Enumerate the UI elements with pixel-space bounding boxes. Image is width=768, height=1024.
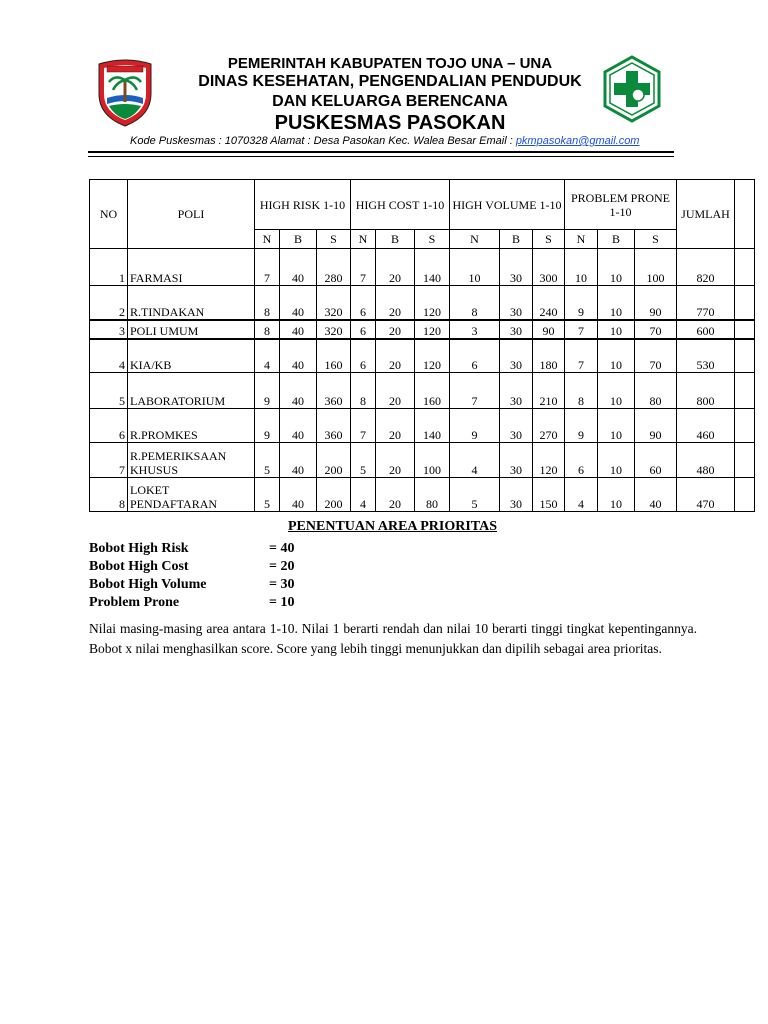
cell-high-cost-b: 20: [376, 409, 415, 443]
cell-jumlah: 480: [677, 443, 735, 478]
cell-high-volume-b: 30: [500, 478, 533, 512]
cell-problem-prone-n: 9: [565, 409, 598, 443]
cell-row-number: 7: [90, 443, 128, 478]
cell-problem-prone-s: 60: [635, 443, 677, 478]
cell-problem-prone-s: 90: [635, 286, 677, 320]
cell-high-volume-s: 240: [533, 286, 565, 320]
cell-clipped: [735, 409, 755, 443]
cell-high-risk-n: 7: [255, 249, 280, 286]
cell-high-risk-n: 9: [255, 409, 280, 443]
cell-high-risk-s: 360: [317, 373, 351, 409]
cell-row-number: 1: [90, 249, 128, 286]
cell-high-risk-b: 40: [280, 373, 317, 409]
cell-problem-prone-s: 90: [635, 409, 677, 443]
cell-poli-name: R.PROMKES: [128, 409, 255, 443]
cell-poli-name: R.PEMERIKSAAN KHUSUS: [128, 443, 255, 478]
cell-high-volume-b: 30: [500, 409, 533, 443]
regency-emblem-icon: [95, 58, 155, 128]
cell-high-volume-s: 270: [533, 409, 565, 443]
sub-header-n: N: [450, 230, 500, 249]
cell-high-cost-n: 5: [351, 443, 376, 478]
cell-problem-prone-b: 10: [598, 373, 635, 409]
cell-high-volume-n: 10: [450, 249, 500, 286]
cell-jumlah: 470: [677, 478, 735, 512]
cell-problem-prone-s: 70: [635, 320, 677, 339]
cell-problem-prone-b: 10: [598, 286, 635, 320]
weight-label: Bobot High Volume: [89, 577, 207, 592]
table-row: [90, 286, 755, 320]
cell-high-cost-b: 20: [376, 320, 415, 339]
cell-high-risk-b: 40: [280, 249, 317, 286]
cell-clipped: [735, 249, 755, 286]
table-row: [90, 320, 755, 339]
cell-poli-name: POLI UMUM: [128, 320, 255, 339]
cell-problem-prone-s: 80: [635, 373, 677, 409]
table-row: [90, 373, 755, 409]
sub-header-s: S: [317, 230, 351, 249]
cell-problem-prone-n: 7: [565, 320, 598, 339]
sub-header-b: B: [598, 230, 635, 249]
cell-jumlah: 820: [677, 249, 735, 286]
header-divider-thin: [88, 156, 674, 157]
cell-row-number: 3: [90, 320, 128, 339]
priority-section-title: PENENTUAN AREA PRIORITAS: [288, 519, 497, 534]
cell-high-cost-s: 140: [415, 249, 450, 286]
cell-clipped: [735, 373, 755, 409]
email-link[interactable]: pkmpasokan@gmail.com: [515, 135, 640, 147]
cell-clipped: [735, 286, 755, 320]
sub-header-s: S: [533, 230, 565, 249]
cell-problem-prone-b: 10: [598, 478, 635, 512]
header-line-2: DINAS KESEHATAN, PENGENDALIAN PENDUDUK: [198, 73, 582, 90]
cell-problem-prone-s: 100: [635, 249, 677, 286]
cell-high-risk-s: 200: [317, 443, 351, 478]
cell-high-volume-b: 30: [500, 443, 533, 478]
contact-info-text: Kode Puskesmas : 1070328 Alamat : Desa Pasokan Kec. Walea Besar Email :: [130, 135, 516, 147]
col-header-poli: POLI: [128, 180, 255, 249]
cell-high-volume-b: 30: [500, 249, 533, 286]
group-header-high-volume: HIGH VOLUME 1-10: [450, 180, 565, 230]
cell-row-number: 5: [90, 373, 128, 409]
cell-row-number: 6: [90, 409, 128, 443]
cell-high-cost-n: 4: [351, 478, 376, 512]
cell-problem-prone-b: 10: [598, 409, 635, 443]
group-header-high-cost: HIGH COST 1-10: [351, 180, 450, 230]
weight-row: [89, 577, 389, 595]
weight-value: = 40: [269, 541, 295, 556]
cell-high-cost-n: 6: [351, 339, 376, 373]
weight-row: [89, 559, 389, 577]
cell-high-volume-s: 90: [533, 320, 565, 339]
sub-header-n: N: [255, 230, 280, 249]
col-header-jumlah: JUMLAH: [677, 180, 735, 249]
weight-value: = 30: [269, 577, 295, 592]
cell-high-risk-s: 360: [317, 409, 351, 443]
col-header-clipped: [735, 180, 755, 249]
cell-problem-prone-b: 10: [598, 339, 635, 373]
cell-high-volume-n: 5: [450, 478, 500, 512]
cell-high-cost-n: 6: [351, 320, 376, 339]
cell-jumlah: 600: [677, 320, 735, 339]
col-header-no: NO: [90, 180, 128, 249]
cell-high-cost-n: 6: [351, 286, 376, 320]
cell-high-cost-b: 20: [376, 443, 415, 478]
cell-problem-prone-n: 9: [565, 286, 598, 320]
cell-high-cost-s: 120: [415, 320, 450, 339]
cell-high-risk-s: 200: [317, 478, 351, 512]
cell-high-volume-s: 150: [533, 478, 565, 512]
weight-label: Problem Prone: [89, 595, 180, 610]
cell-high-cost-s: 160: [415, 373, 450, 409]
cell-problem-prone-s: 40: [635, 478, 677, 512]
cell-high-cost-b: 20: [376, 286, 415, 320]
sub-header-s: S: [635, 230, 677, 249]
cell-high-risk-b: 40: [280, 409, 317, 443]
institution-name: PUSKESMAS PASOKAN: [274, 112, 506, 134]
cell-clipped: [735, 339, 755, 373]
cell-row-number: 8: [90, 478, 128, 512]
cell-jumlah: 800: [677, 373, 735, 409]
cell-high-risk-n: 8: [255, 286, 280, 320]
group-header-high-risk: HIGH RISK 1-10: [255, 180, 351, 230]
cell-high-risk-n: 4: [255, 339, 280, 373]
cell-high-risk-b: 40: [280, 443, 317, 478]
cell-high-volume-b: 30: [500, 286, 533, 320]
cell-poli-name: LOKET PENDAFTARAN: [128, 478, 255, 512]
table-row: [90, 409, 755, 443]
cell-high-cost-s: 140: [415, 409, 450, 443]
cell-row-number: 2: [90, 286, 128, 320]
cell-high-volume-n: 4: [450, 443, 500, 478]
cell-high-risk-s: 160: [317, 339, 351, 373]
cell-high-cost-n: 7: [351, 249, 376, 286]
cell-jumlah: 460: [677, 409, 735, 443]
weight-row: [89, 595, 389, 613]
weights-list: [89, 541, 389, 613]
cell-problem-prone-s: 70: [635, 339, 677, 373]
cell-high-risk-s: 320: [317, 320, 351, 339]
cell-clipped: [735, 478, 755, 512]
cell-poli-name: LABORATORIUM: [128, 373, 255, 409]
cell-high-volume-n: 8: [450, 286, 500, 320]
cell-high-volume-n: 7: [450, 373, 500, 409]
cell-high-cost-n: 7: [351, 409, 376, 443]
cell-clipped: [735, 320, 755, 339]
table-row: [90, 443, 755, 478]
cell-high-volume-n: 6: [450, 339, 500, 373]
cell-high-volume-s: 210: [533, 373, 565, 409]
cell-high-volume-b: 30: [500, 320, 533, 339]
weight-value: = 10: [269, 595, 295, 610]
cell-high-volume-n: 3: [450, 320, 500, 339]
cell-high-risk-b: 40: [280, 339, 317, 373]
cell-high-volume-b: 30: [500, 339, 533, 373]
cell-high-cost-s: 100: [415, 443, 450, 478]
cell-problem-prone-n: 4: [565, 478, 598, 512]
header-line-3: DAN KELUARGA BERENCANA: [272, 93, 508, 110]
cell-high-cost-n: 8: [351, 373, 376, 409]
contact-info: [130, 135, 639, 147]
sub-header-s: S: [415, 230, 450, 249]
cell-high-volume-b: 30: [500, 373, 533, 409]
cell-high-cost-b: 20: [376, 478, 415, 512]
header-line-1: PEMERINTAH KABUPATEN TOJO UNA – UNA: [227, 55, 553, 72]
weight-value: = 20: [269, 559, 295, 574]
group-header-problem-prone: PROBLEM PRONE 1-10: [565, 180, 677, 230]
cell-high-risk-s: 280: [317, 249, 351, 286]
sub-header-b: B: [280, 230, 317, 249]
priority-table: [89, 179, 755, 512]
cell-problem-prone-n: 6: [565, 443, 598, 478]
cell-high-volume-s: 300: [533, 249, 565, 286]
cell-problem-prone-b: 10: [598, 249, 635, 286]
cell-high-volume-n: 9: [450, 409, 500, 443]
cell-problem-prone-n: 10: [565, 249, 598, 286]
cell-high-cost-s: 80: [415, 478, 450, 512]
weight-label: Bobot High Cost: [89, 559, 189, 574]
cell-high-cost-b: 20: [376, 249, 415, 286]
weight-row: [89, 541, 389, 559]
cell-high-cost-s: 120: [415, 339, 450, 373]
cell-high-risk-n: 5: [255, 478, 280, 512]
cell-high-risk-s: 320: [317, 286, 351, 320]
cell-problem-prone-b: 10: [598, 443, 635, 478]
cell-problem-prone-n: 7: [565, 339, 598, 373]
cell-clipped: [735, 443, 755, 478]
cell-high-risk-b: 40: [280, 478, 317, 512]
cell-poli-name: KIA/KB: [128, 339, 255, 373]
cell-high-risk-n: 9: [255, 373, 280, 409]
table-row: [90, 339, 755, 373]
cell-poli-name: FARMASI: [128, 249, 255, 286]
cell-high-volume-s: 180: [533, 339, 565, 373]
table-row: [90, 249, 755, 286]
cell-jumlah: 770: [677, 286, 735, 320]
sub-header-n: N: [351, 230, 376, 249]
puskesmas-logo-icon: [602, 55, 662, 123]
sub-header-b: B: [376, 230, 415, 249]
cell-problem-prone-b: 10: [598, 320, 635, 339]
cell-row-number: 4: [90, 339, 128, 373]
cell-high-cost-b: 20: [376, 373, 415, 409]
cell-high-risk-b: 40: [280, 320, 317, 339]
cell-high-risk-n: 8: [255, 320, 280, 339]
sub-header-b: B: [500, 230, 533, 249]
cell-high-cost-s: 120: [415, 286, 450, 320]
cell-poli-name: R.TINDAKAN: [128, 286, 255, 320]
cell-high-risk-b: 40: [280, 286, 317, 320]
table-row: [90, 478, 755, 512]
cell-high-risk-n: 5: [255, 443, 280, 478]
cell-jumlah: 530: [677, 339, 735, 373]
cell-high-volume-s: 120: [533, 443, 565, 478]
header-divider: [88, 151, 674, 153]
weight-label: Bobot High Risk: [89, 541, 189, 556]
cell-high-cost-b: 20: [376, 339, 415, 373]
letterhead: [0, 0, 768, 160]
cell-problem-prone-n: 8: [565, 373, 598, 409]
explanation-paragraph: Nilai masing-masing area antara 1-10. Nilai 1 berarti rendah dan nilai 10 berarti tinggi tingkat kepentingannya. Bobot x nilai menghasilkan score. Score yang lebih tinggi menunjukkan dan dipilih sebagai area prioritas.: [89, 621, 697, 656]
sub-header-n: N: [565, 230, 598, 249]
